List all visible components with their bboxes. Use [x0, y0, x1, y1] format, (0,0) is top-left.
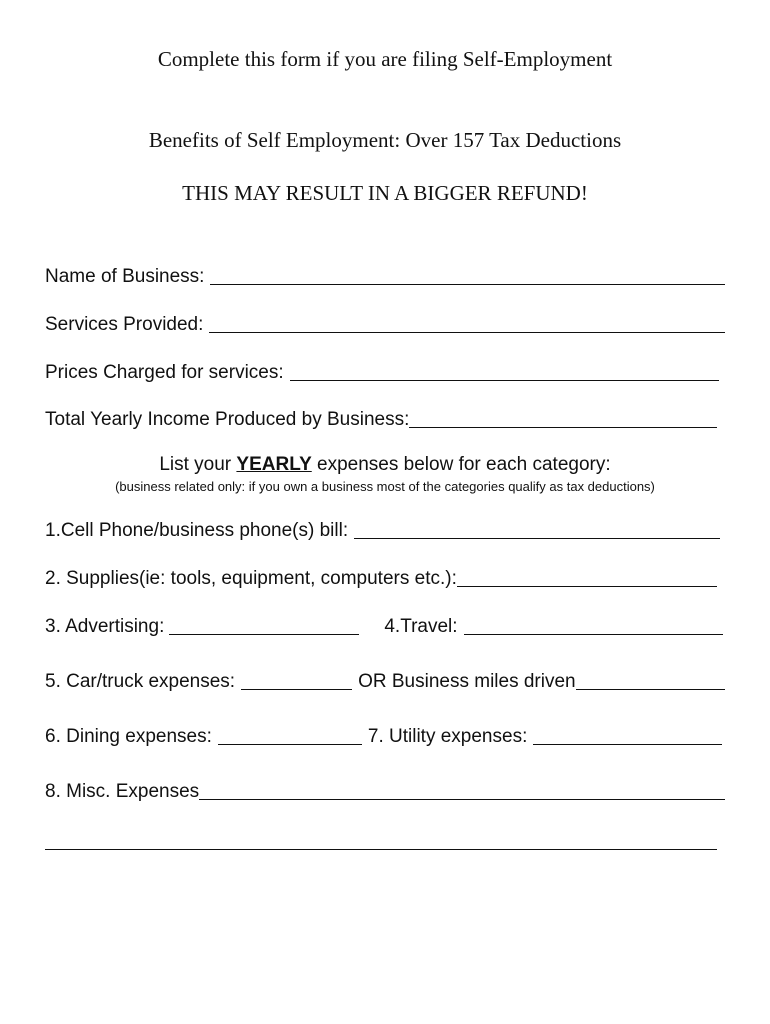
business-name-field[interactable] [210, 284, 725, 285]
misc-field[interactable] [199, 799, 725, 800]
utility-label: 7. Utility expenses: [367, 726, 528, 747]
misc-continuation-field[interactable] [45, 849, 717, 850]
supplies-field[interactable] [457, 586, 717, 587]
car-truck-label: 5. Car/truck expenses: [45, 671, 236, 692]
advertising-travel-row [45, 614, 723, 638]
cell-phone-label: 1.Cell Phone/business phone(s) bill: [45, 520, 349, 541]
business-name-label: Name of Business: [45, 266, 205, 287]
income-label: Total Yearly Income Produced by Business: [45, 409, 410, 430]
dining-utility-row [45, 724, 722, 748]
prices-label: Prices Charged for services: [45, 362, 284, 383]
income-field[interactable] [409, 427, 717, 428]
advertising-field[interactable] [169, 634, 359, 635]
misc-label: 8. Misc. Expenses [45, 781, 200, 802]
expenses-note: (business related only: if you own a business most of the categories qualify as tax deductions) [115, 479, 655, 494]
expenses-heading-suffix: expenses below for each category: [311, 454, 611, 475]
miles-label: OR Business miles driven [358, 671, 576, 692]
form-title: Complete this form if you are filing Self-Employment [157, 47, 613, 71]
travel-field[interactable] [464, 634, 723, 635]
misc-row [45, 779, 725, 803]
services-field[interactable] [209, 332, 725, 333]
dining-label: 6. Dining expenses: [45, 726, 212, 747]
supplies-row [45, 566, 717, 590]
expenses-heading-prefix: List your [159, 454, 237, 475]
business-name-row [45, 264, 725, 288]
services-label: Services Provided: [45, 314, 204, 335]
expenses-heading [0, 454, 770, 476]
services-row [45, 312, 725, 336]
supplies-label: 2. Supplies(ie: tools, equipment, computers etc.): [45, 568, 457, 589]
utility-field[interactable] [533, 744, 722, 745]
advertising-label: 3. Advertising: [45, 616, 165, 637]
car-truck-row [45, 669, 725, 693]
refund-heading: THIS MAY RESULT IN A BIGGER REFUND! [182, 181, 588, 205]
car-truck-field[interactable] [241, 689, 352, 690]
travel-label: 4.Travel: [384, 616, 458, 637]
prices-row [45, 360, 719, 384]
cell-phone-row [45, 518, 720, 542]
yearly-emphasis: YEARLY [236, 454, 312, 475]
miles-field[interactable] [576, 689, 725, 690]
benefits-heading: Benefits of Self Employment: Over 157 Tax Deductions [148, 128, 622, 152]
prices-field[interactable] [290, 380, 719, 381]
cell-phone-field[interactable] [354, 538, 720, 539]
dining-field[interactable] [218, 744, 362, 745]
income-row [45, 407, 717, 431]
